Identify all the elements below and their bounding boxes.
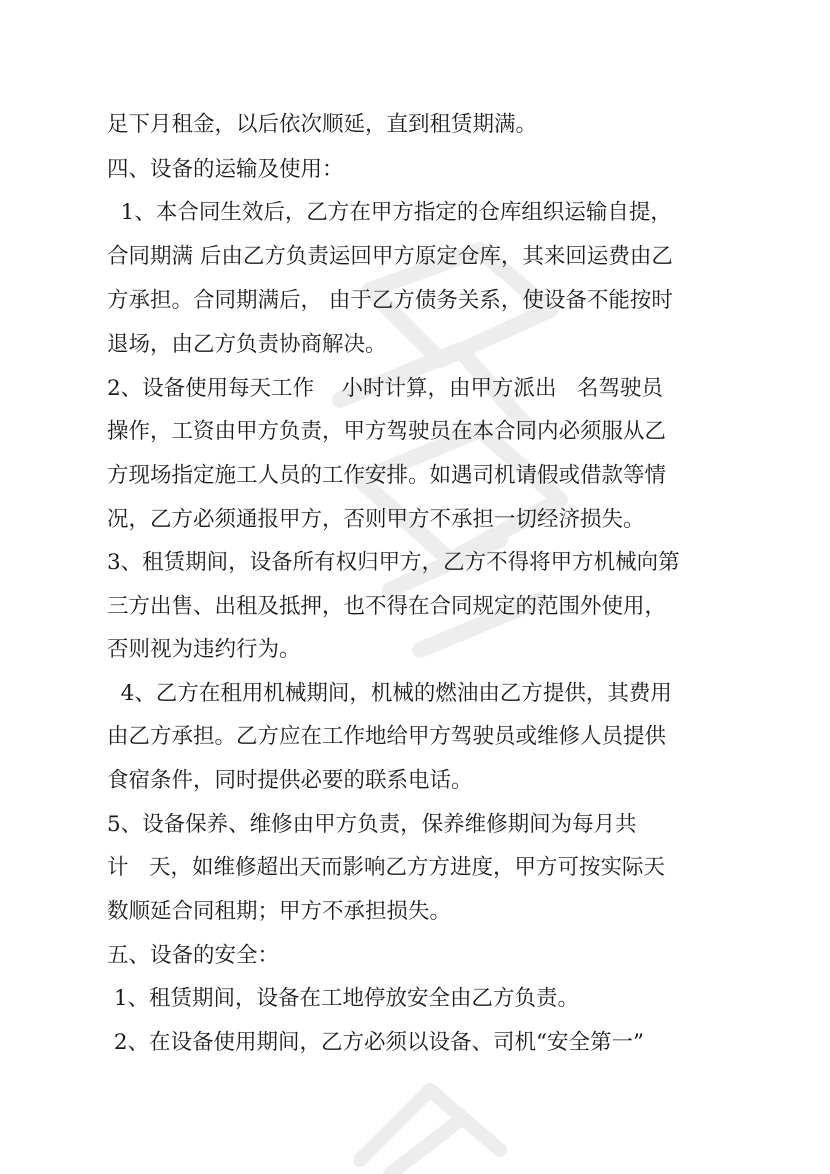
- doc-line-10: 况，乙方必须通报甲方，否则甲方不承担一切经济损失。: [107, 507, 645, 532]
- doc-line-15: 由乙方承担。乙方应在工作地给甲方驾驶员或维修人员提供: [107, 724, 667, 749]
- doc-line-11: 3、租赁期间，设备所有权归甲方，乙方不得将甲方机械向第: [107, 550, 680, 575]
- doc-line-12: 三方出售、出租及抵押，也不得在合同规定的范围外使用，: [107, 594, 667, 619]
- doc-line-9: 方现场指定施工人员的工作安排。如遇司机请假或借款等情: [107, 463, 667, 488]
- doc-line-1: 足下月租金，以后依次顺延，直到租赁期满。: [107, 112, 538, 137]
- doc-line-6: 退场，由乙方负责协商解决。: [107, 332, 387, 357]
- doc-line-16: 食宿条件，同时提供必要的联系电话。: [107, 768, 473, 793]
- doc-line-8: 操作，工资由甲方负责，甲方驾驶员在本合同内必须服从乙: [107, 419, 667, 444]
- watermark-graphic-bottom: [330, 1050, 530, 1174]
- doc-line-18: 计 天，如维修超出天而影响乙方方进度，甲方可按实际天: [107, 855, 666, 880]
- doc-line-2: 四、设备的运输及使用：: [107, 157, 344, 182]
- doc-line-14: 4、乙方在租用机械期间，机械的燃油由乙方提供，其费用: [107, 681, 672, 706]
- doc-line-13: 否则视为违约行为。: [107, 637, 301, 662]
- doc-line-17: 5、设备保养、维修由甲方负责，保养维修期间为每月共: [107, 812, 637, 837]
- doc-line-3: 1、本合同生效后，乙方在甲方指定的仓库组织运输自提，: [107, 200, 672, 225]
- doc-line-4: 合同期满 后由乙方负责运回甲方原定仓库，其来回运费由乙: [107, 244, 673, 269]
- doc-line-7: 2、设备使用每天工作 小时计算，由甲方派出 名驾驶员: [107, 376, 664, 401]
- doc-line-22: 2、在设备使用期间，乙方必须以设备、司机“安全第一”: [107, 1030, 644, 1055]
- doc-line-5: 方承担。合同期满后， 由于乙方债务关系，使设备不能按时: [107, 288, 673, 313]
- doc-line-21: 1、租赁期间，设备在工地停放安全由乙方负责。: [107, 986, 580, 1011]
- doc-line-20: 五、设备的安全：: [107, 943, 280, 968]
- doc-line-19: 数顺延合同租期；甲方不承担损失。: [107, 899, 452, 924]
